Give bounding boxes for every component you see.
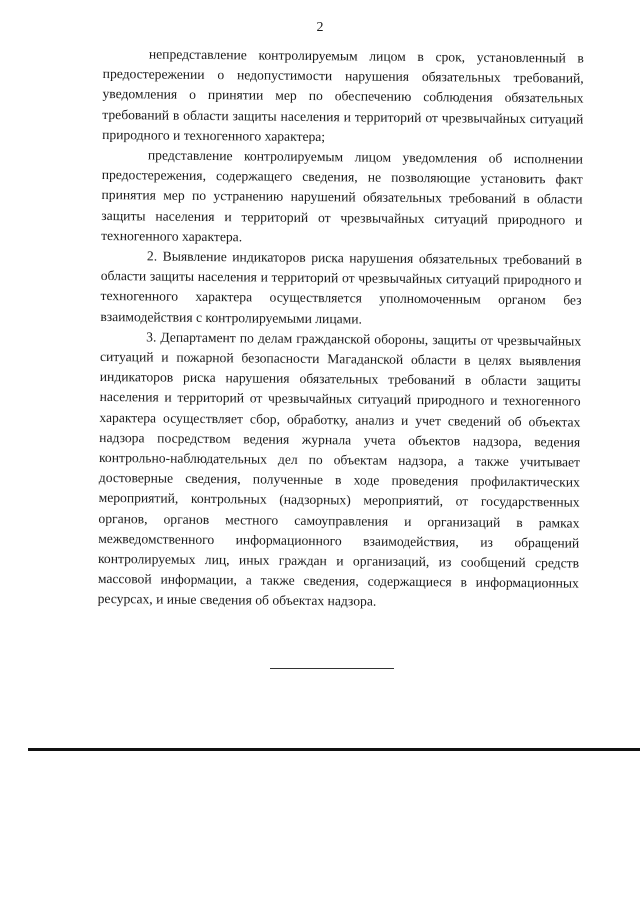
scan-edge-line — [28, 748, 640, 751]
end-rule — [270, 668, 394, 669]
page-number: 2 — [316, 20, 324, 35]
document-body — [98, 44, 584, 614]
paragraph-1: непредставление контролируемым лицом в срок, установленный в предостережении о недопустимости нарушения обязательных требований, уведомления о принятии мер по обеспечению соблюдения обязательных требований в области защиты населения и территорий от чрезвычайных ситуаций природного и техногенного характера; — [102, 46, 584, 144]
paragraph-2: представление контролируемым лицом уведомления об исполнении предостережения, содержащего сведения, не позволяющие установить факт принятия мер по устранению нарушений обязательных требований в области защиты населения и территорий от чрезвычайных ситуаций природного и техногенного характера. — [101, 147, 583, 245]
paragraph-3: 2. Выявление индикаторов риска нарушения обязательных требований в области защиты населения и территорий от чрезвычайных ситуаций природного и техногенного характера осуществляется уполномоченным органом без взаимодействия с контролируемыми лицами. — [100, 248, 583, 327]
paragraph-4: 3. Департамент по делам гражданской обороны, защиты от чрезвычайных ситуаций и пожарной безопасности Магаданской области в целях выявления индикаторов риска нарушения обязательных требований в области защиты населения и территорий от чрезвычайных ситуаций природного и техногенного характера осуществляет сбор, обработку, анализ и учет сведений об объектах надзора посредством ведения журнала учета объектов надзора, ведения контрольно-наблюдательных дел по объектам надзора, а также учитывает достоверные сведения, полученные в ходе проведения профилактических мероприятий, контрольных (надзорных) мероприятий, от государственных органов, органов местного самоуправления и организаций в рамках межведомственного информационного взаимодействия, из обращений контролируемых лиц, иных граждан и организаций, из сообщений средств массовой информации, а также сведения, содержащиеся в информационных ресурсах, и иные сведения об объектах надзора. — [97, 329, 582, 610]
